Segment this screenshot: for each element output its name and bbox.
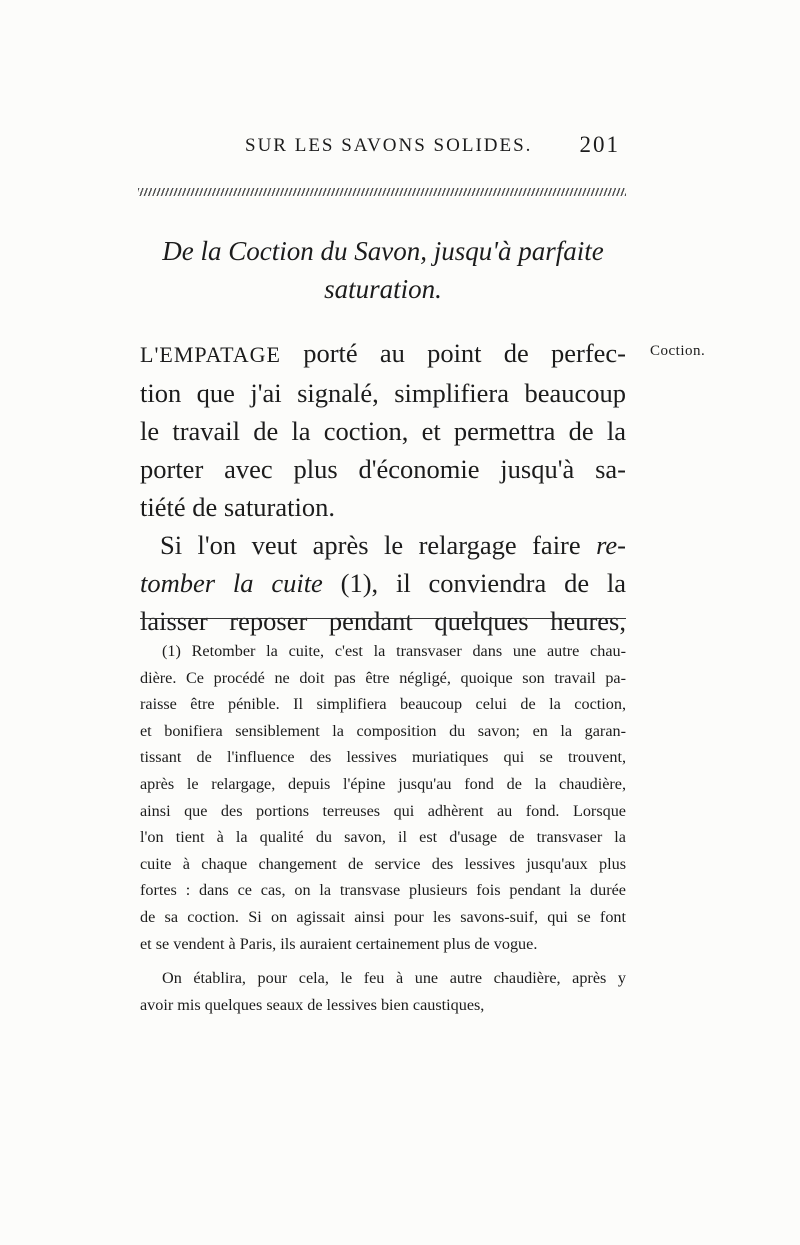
footnote-line: raisse être pénible. Il simplifiera beaucoup celui de la coction, bbox=[140, 695, 626, 714]
paragraph-1 bbox=[140, 334, 626, 526]
footnote-line: avoir mis quelques seaux de lessives bien caustiques, bbox=[140, 995, 485, 1014]
section-heading-line-1: De la Coction du Savon, jusqu'à parfaite bbox=[162, 236, 604, 266]
margin-note: Coction. bbox=[650, 343, 706, 359]
text-line: tiété de saturation. bbox=[140, 492, 335, 522]
footnote-line: l'on tient à la qualité du savon, il est d'usage de transvaser la bbox=[140, 828, 626, 847]
footnote-line: après le relargage, depuis l'épine jusqu'au fond de la chaudière, bbox=[140, 774, 626, 793]
text-line: porter avec plus d'économie jusqu'à sa- bbox=[140, 454, 626, 484]
text-line: le travail de la coction, et permettra de la bbox=[140, 416, 626, 446]
running-head bbox=[140, 132, 620, 165]
drop-word: L'EMPATAGE bbox=[140, 342, 281, 367]
footnote-line: cuite à chaque changement de service des lessives jusqu'aux plus bbox=[140, 854, 626, 873]
footnote-line: tissant de l'influence des lessives muriatiques qui se trouvent, bbox=[140, 748, 626, 767]
footnote-rule bbox=[140, 618, 626, 619]
footnote-line: ainsi que des portions terreuses qui adhèrent au fond. Lorsque bbox=[140, 801, 626, 820]
text-line: Si l'on veut après le relargage faire re- bbox=[160, 530, 626, 560]
ornamental-rule bbox=[138, 188, 626, 196]
text-line: L'EMPATAGE porté au point de perfec- bbox=[140, 338, 626, 368]
footnote-line: On établira, pour cela, le feu à une autre chaudière, après y bbox=[162, 969, 626, 988]
paragraph-2 bbox=[140, 526, 626, 640]
text-line: laisser reposer pendant quelques heures, bbox=[140, 606, 626, 636]
footnote-line: (1) Retomber la cuite, c'est la transvaser dans une autre chau- bbox=[162, 642, 626, 660]
footnote-line: et se vendent à Paris, ils auraient certainement plus de vogue. bbox=[140, 934, 538, 953]
footnote-line: et bonifiera sensiblement la composition du savon; en la garan- bbox=[140, 721, 626, 740]
section-heading bbox=[140, 232, 626, 308]
text-line: tomber la cuite (1), il conviendra de la bbox=[140, 568, 627, 598]
text-line: tion que j'ai signalé, simplifiera beaucoup bbox=[140, 378, 626, 408]
section-heading-line-2: saturation. bbox=[324, 274, 442, 304]
footnote bbox=[140, 638, 626, 1018]
main-text bbox=[140, 334, 626, 640]
footnote-line: dière. Ce procédé ne doit pas être négligé, quoique son travail pa- bbox=[140, 668, 626, 687]
footnote-line: fortes : dans ce cas, on la transvase plusieurs fois pendant la durée bbox=[140, 881, 626, 900]
page-number: 201 bbox=[579, 132, 620, 157]
running-head-title: SUR LES SAVONS SOLIDES. bbox=[245, 135, 533, 156]
footnote-line: de sa coction. Si on agissait ainsi pour les savons-suif, qui se font bbox=[140, 907, 626, 926]
